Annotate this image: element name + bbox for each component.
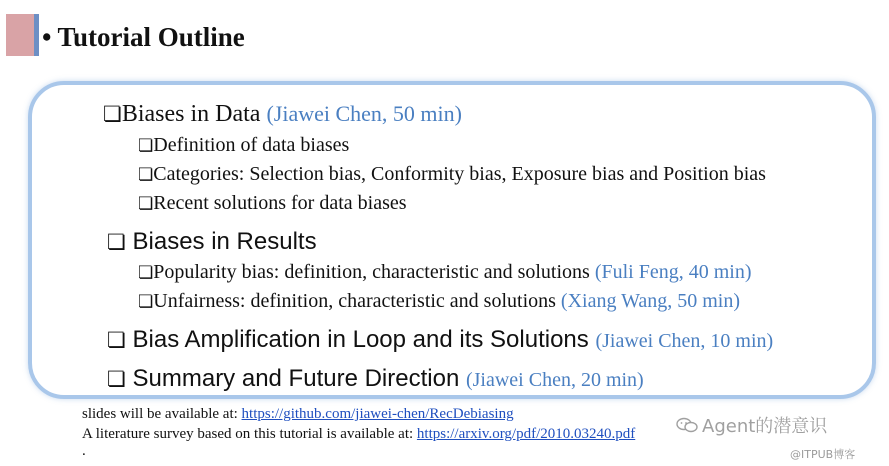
title-accent-bar-pink: [6, 14, 34, 56]
subitem-label: Popularity bias: definition, characteristic and solutions: [153, 261, 590, 283]
wechat-icon: [676, 416, 698, 434]
footer-slides-text: slides will be available at:: [82, 406, 238, 422]
item-label: Biases in Results: [132, 228, 317, 255]
footer-trailing-dot: .: [82, 443, 86, 459]
subitem-unfairness: [138, 289, 740, 314]
slides-link[interactable]: https://github.com/jiawei-chen/RecDebiasing: [241, 406, 514, 422]
footer-survey-line: [82, 425, 635, 443]
checkbox-square-icon: ❏: [138, 194, 154, 214]
checkbox-square-icon: ❏: [138, 165, 154, 185]
checkbox-square-icon: ❏: [107, 230, 126, 254]
subitem-popularity-bias: [138, 260, 752, 285]
outline-item-biases-in-data: [103, 100, 462, 128]
footer-slides-line: [82, 405, 514, 423]
item-label: Summary and Future Direction: [132, 365, 460, 392]
subitem-definition: [138, 133, 349, 158]
outline-item-biases-in-results: [107, 228, 317, 256]
subitem-recent-solutions: [138, 191, 407, 216]
item-author: (Jiawei Chen, 10 min): [595, 330, 774, 352]
slide-title: [42, 20, 245, 54]
slide-title-text: Tutorial Outline: [57, 22, 245, 52]
watermark-text: Agent的潜意识: [702, 416, 828, 437]
subitem-categories: [138, 162, 766, 187]
subitem-label: Unfairness: definition, characteristic and solutions: [153, 290, 556, 312]
subitem-author: (Fuli Feng, 40 min): [594, 261, 752, 283]
checkbox-square-icon: ❏: [107, 367, 126, 391]
survey-link[interactable]: https://arxiv.org/pdf/2010.03240.pdf: [416, 426, 636, 442]
checkbox-square-icon: ❏: [107, 328, 126, 352]
checkbox-square-icon: ❏: [138, 263, 154, 283]
title-bullet: •: [42, 22, 52, 52]
item-label: Biases in Data: [121, 101, 261, 127]
subitem-author: (Xiang Wang, 50 min): [560, 290, 741, 312]
item-author: (Jiawei Chen, 50 min): [266, 101, 462, 126]
checkbox-square-icon: ❏: [103, 102, 122, 126]
watermark: [672, 412, 831, 438]
subitem-label: Definition of data biases: [153, 134, 350, 156]
item-author: (Jiawei Chen, 20 min): [465, 369, 644, 391]
footer-survey-text: A literature survey based on this tutorial is available at:: [82, 426, 414, 442]
subitem-label: Categories: Selection bias, Conformity bias, Exposure bias and Position bias: [153, 163, 766, 185]
outline-item-bias-amplification: [107, 326, 773, 355]
item-label: Bias Amplification in Loop and its Solutions: [132, 326, 589, 353]
watermark-credit: @ITPUB博客: [790, 448, 856, 461]
outline-item-summary: [107, 365, 644, 394]
subitem-label: Recent solutions for data biases: [153, 192, 407, 214]
title-accent-bar-blue: [34, 14, 39, 56]
checkbox-square-icon: ❏: [138, 292, 154, 312]
checkbox-square-icon: ❏: [138, 136, 154, 156]
